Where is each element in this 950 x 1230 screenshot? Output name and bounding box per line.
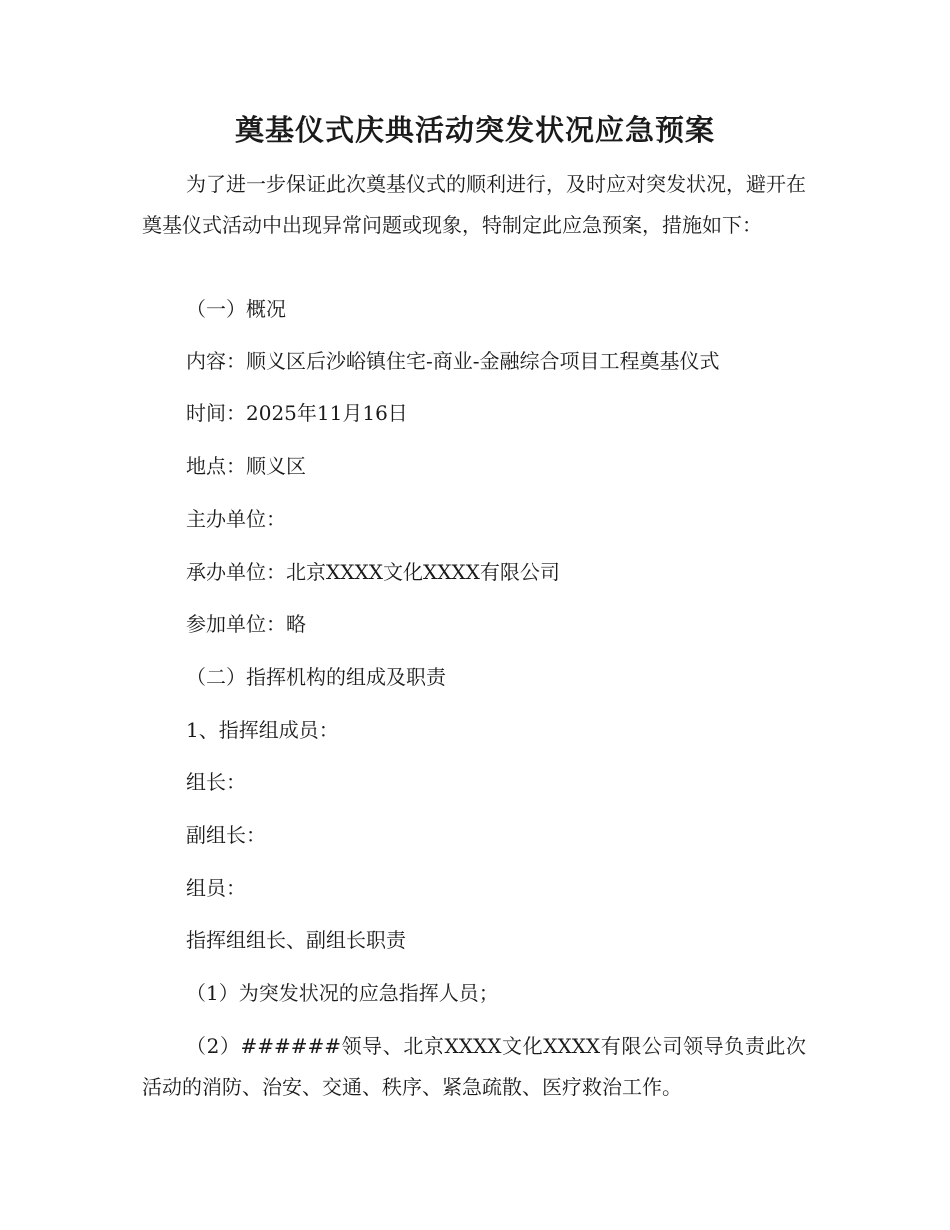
- organizer-line: 承办单位：北京XXXX文化XXXX有限公司: [186, 560, 560, 584]
- members-heading: 1、指挥组成员：: [186, 718, 339, 742]
- leader-line: 组长：: [186, 770, 246, 794]
- duties-heading: 指挥组组长、副组长职责: [186, 928, 406, 952]
- deputy-leader-line: 副组长：: [186, 823, 266, 847]
- duty-item-2: （2）######领导、北京XXXX文化XXXX有限公司领导负责此次活动的消防、治安、交通、秩序、紧急疏散、医疗救治工作。: [142, 1034, 806, 1099]
- member-line: 组员：: [186, 876, 246, 900]
- section1-heading: （一）概况: [186, 297, 286, 321]
- participants-line: 参加单位：略: [186, 612, 306, 636]
- duty-item-1: （1）为突发状况的应急指挥人员；: [186, 981, 499, 1005]
- place-line: 地点：顺义区: [186, 454, 306, 478]
- intro-paragraph: 为了进一步保证此次奠基仪式的顺利进行，及时应对突发状况，避开在奠基仪式活动中出现异常问题或现象，特制定此应急预案，措施如下：: [142, 172, 806, 237]
- time-line: 时间：2025年11月16日: [186, 401, 408, 425]
- document-title: 奠基仪式庆典活动突发状况应急预案: [234, 113, 715, 147]
- section2-heading: （二）指挥机构的组成及职责: [186, 665, 446, 689]
- content-line: 内容：顺义区后沙峪镇住宅-商业-金融综合项目工程奠基仪式: [186, 349, 720, 373]
- host-line: 主办单位：: [186, 507, 286, 531]
